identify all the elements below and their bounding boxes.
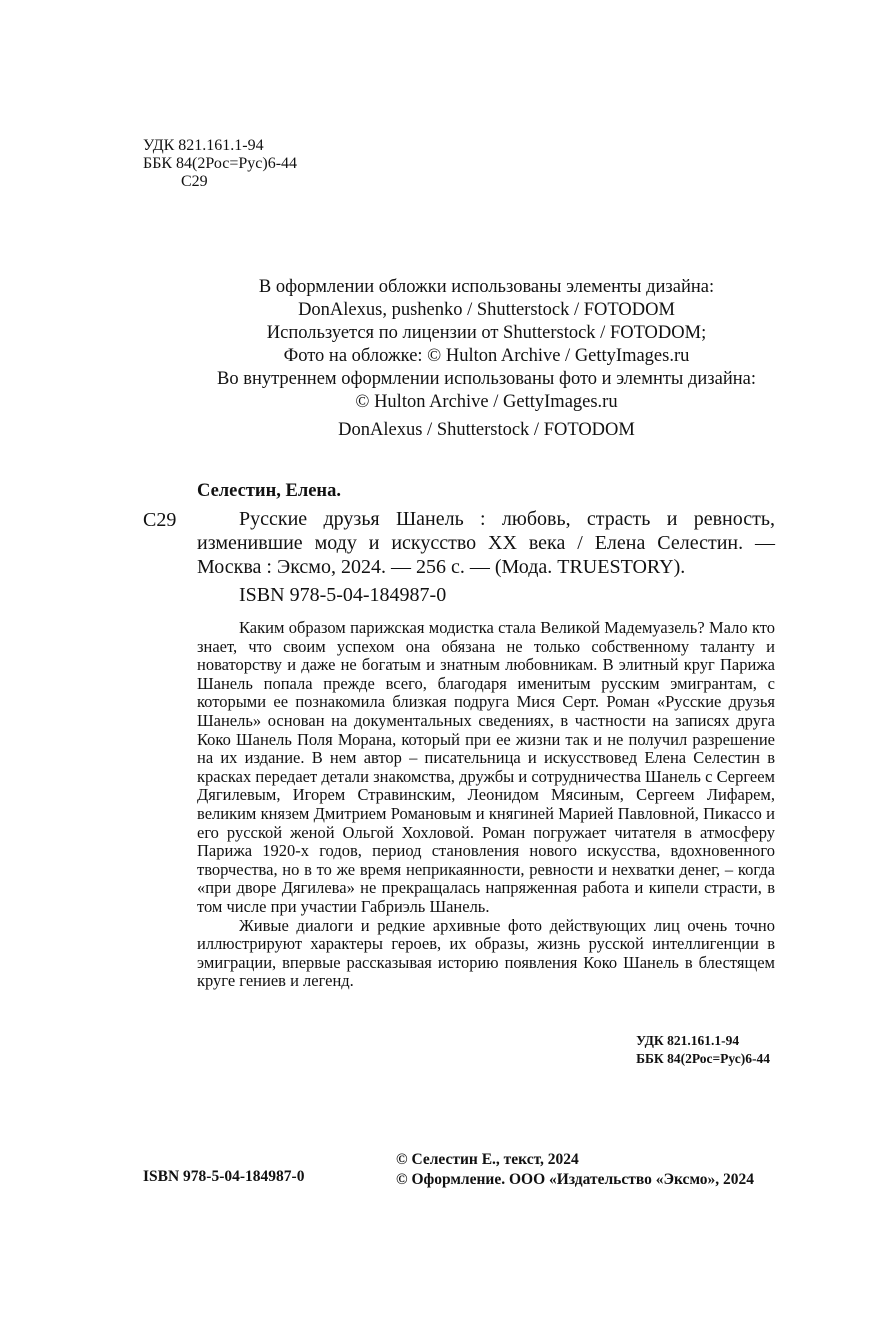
udk-code: УДК 821.161.1-94 — [143, 137, 264, 154]
record-code: С29 — [143, 509, 177, 531]
imprint-isbn: ISBN 978-5-04-184987-0 — [143, 1168, 305, 1185]
credit-line: © Hulton Archive / GettyImages.ru — [355, 392, 618, 412]
record-description: Русские друзья Шанель : любовь, страсть и ревность, изменившие моду и искусство XX века / Елена Селестин. — Москва : Эксмо, 2024. — 256 с. — (Мода. TRUESTORY). — [197, 508, 775, 578]
copyright-design: © Оформление. ООО «Издательство «Эксмо», 2024 — [396, 1171, 755, 1188]
udk-code: УДК 821.161.1-94 — [636, 1033, 740, 1048]
author-mark: С29 — [181, 173, 208, 190]
bbk-code: ББК 84(2Рос=Рус)6-44 — [143, 155, 298, 172]
record-author: Селестин, Елена. — [197, 481, 341, 501]
copyright-text: © Селестин Е., текст, 2024 — [396, 1151, 579, 1168]
top-classification-block — [143, 137, 297, 191]
bbk-code: ББК 84(2Рос=Рус)6-44 — [636, 1051, 770, 1066]
design-credits — [143, 276, 830, 442]
record-isbn: ISBN 978-5-04-184987-0 — [239, 584, 447, 606]
credit-line: Используется по лицензии от Shutterstock / FOTODOM; — [266, 323, 707, 343]
copyright-block — [396, 1150, 754, 1190]
credit-line: Фото на обложке: © Hulton Archive / GettyImages.ru — [283, 346, 690, 366]
annotation — [197, 619, 775, 991]
annotation-paragraph: Каким образом парижская модистка стала Великой Мадемуазель? Мало кто знает, что своим успехом она обязана не только собственному таланту и новаторству и даже не богатым и знатным любовникам. В элитный круг Парижа Шанель попала прежде всего, благодаря именитым русским эмигрантам, с которыми ее познакомила близкая подруга Мися Серт. Роман «Русские друзья Шанель» основан на документальных сведениях, в частности на записях друга Коко Шанель Поля Морана, который при ее жизни так и не получил разрешение на их издание. В нем автор – писательница и искусствовед Елена Селестин в красках передает детали знакомства, дружбы и сотрудничества Шанель с Сергеем Дягилевым, Игорем Стравинским, Леонидом Мясиным, Сергеем Лифарем, великим князем Дмитрием Романовым и княгиней Марией Павловной, Пикассо и его русской женой Ольгой Хохловой. Роман погружает читателя в атмосферу Парижа 1920-х годов, период становления нового искусства, вдохновенного творчества, но в то же время неприкаянности, ревности и нехватки денег, – когда «при дворе Дягилева» не прекращалась напряженная работа и кипели страсти, в том числе при участии Габриэль Шанель. — [197, 618, 775, 916]
credit-line: Во внутреннем оформлении использованы фото и элемнты дизайна: — [217, 369, 756, 389]
bottom-classification-block — [636, 1032, 770, 1068]
credit-line: DonAlexus, pushenko / Shutterstock / FOTODOM — [298, 300, 675, 320]
credit-line: DonAlexus / Shutterstock / FOTODOM — [338, 420, 635, 440]
annotation-paragraph: Живые диалоги и редкие архивные фото действующих лиц очень точно иллюстрируют характеры героев, их образы, жизнь русской интеллигенции в эмиграции, впервые рассказывая историю появления Коко Шанель в блестящем круге гениев и легенд. — [197, 915, 775, 991]
credit-line: В оформлении обложки использованы элементы дизайна: — [258, 277, 715, 297]
